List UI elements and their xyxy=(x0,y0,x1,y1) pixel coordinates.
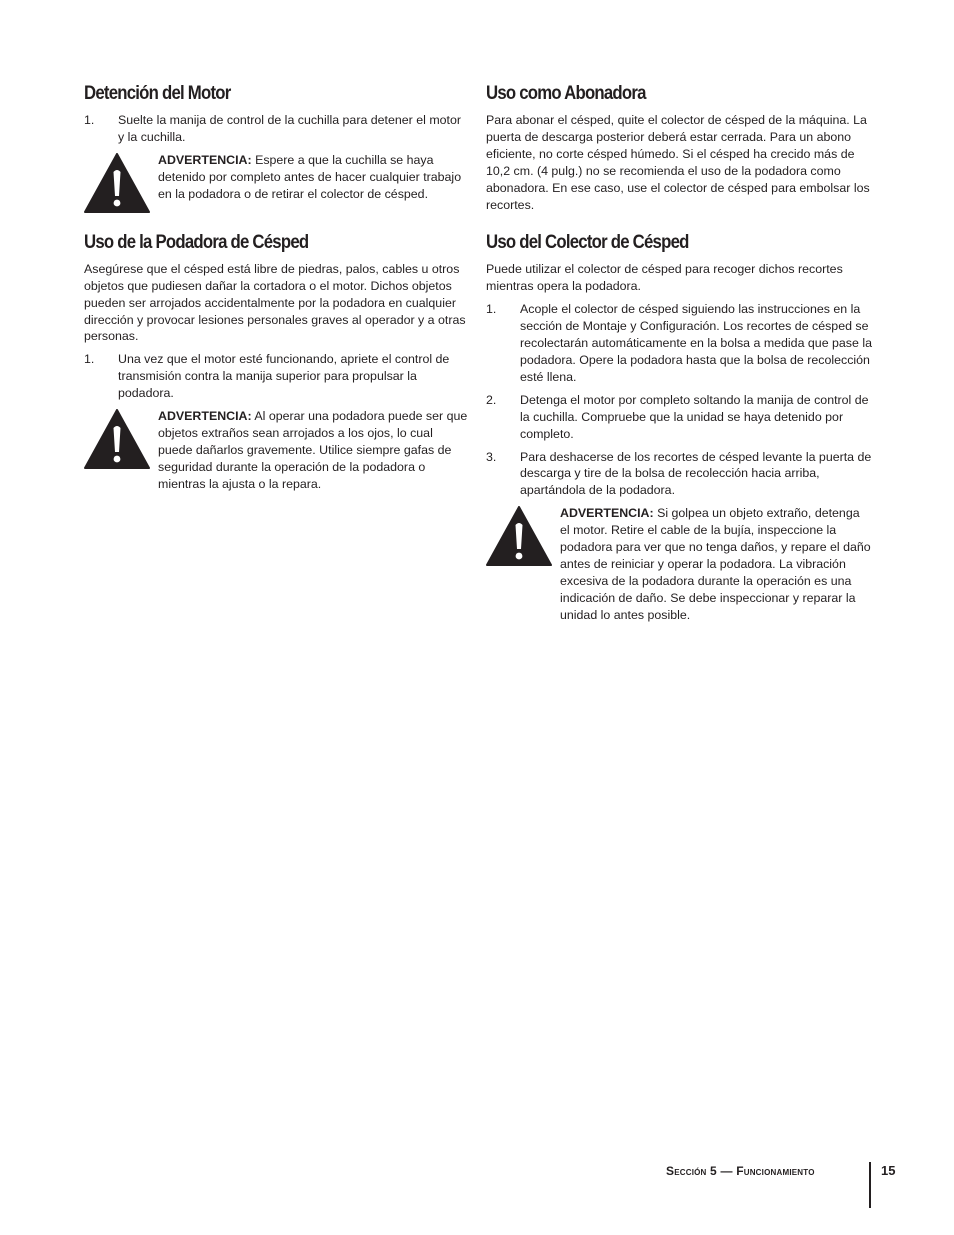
grass-catcher-section xyxy=(486,229,872,623)
mower-use-section xyxy=(84,229,468,493)
warning-triangle-icon xyxy=(486,505,560,623)
warning-triangle-icon xyxy=(84,152,158,213)
warning-text xyxy=(560,505,872,623)
warning-text xyxy=(158,408,468,493)
warning-body: Al operar una podadora puede ser que objetos extraños sean arrojados a los ojos, lo cual puede dañarlos gravemente. Utilice siempre gafas de seguridad durante la operación de la podadora o mientras la ajusta o la repara. xyxy=(158,409,468,491)
item-number: 1. xyxy=(84,113,95,127)
warning-label: ADVERTENCIA: xyxy=(158,409,252,424)
right-column xyxy=(486,80,872,640)
item-text: Detenga el motor por completo soltando la manija de control de la cuchilla. Compruebe que la unidad se haya detenido por completo. xyxy=(520,392,869,441)
left-column xyxy=(84,80,468,509)
stop-engine-heading: Detención del Motor xyxy=(84,82,231,104)
list-item xyxy=(84,351,468,402)
footer-divider xyxy=(869,1162,871,1208)
warning-body: Si golpea un objeto extraño, detenga el motor. Retire el cable de la bujía, inspeccione la podadora para ver que no tenga daños, y repare el daño antes de reiniciar y operar la podadora. La vibración excesiva de la podadora durante la operación es una indicación de daño. Se debe inspeccionar y reparar la unidad lo antes posible. xyxy=(560,506,871,622)
list-item xyxy=(486,449,872,500)
list-item xyxy=(486,301,872,386)
item-text: Una vez que el motor esté funcionando, apriete el control de transmisión contra la manija superior para propulsar la podadora. xyxy=(118,352,450,401)
item-text: Suelte la manija de control de la cuchilla para detener el motor y la cuchilla. xyxy=(118,113,462,144)
grass-catcher-heading: Uso del Colector de Césped xyxy=(486,231,689,254)
mulching-section xyxy=(486,80,872,213)
stop-engine-section xyxy=(84,80,468,213)
item-number: 3. xyxy=(486,449,497,464)
item-text: Para deshacerse de los recortes de césped levante la puerta de descarga y tire de la bolsa de recolección hacia arriba, apartándola de la podadora. xyxy=(520,449,872,498)
warning-block xyxy=(84,152,468,213)
warning-block xyxy=(84,408,468,493)
item-text: Acople el colector de césped siguiendo las instrucciones en la sección de Montaje y Configuración. Los recortes de césped se recolectarán automáticamente en la bolsa a medida que pase la podadora. Opere la podadora hasta que la bolsa de recolección esté llena. xyxy=(520,302,872,384)
mower-use-heading: Uso de la Podadora de Césped xyxy=(84,230,309,253)
mulching-paragraph: Para abonar el césped, quite el colector de césped de la máquina. La puerta de descarga posterior deberá estar cerrada. Para un abono eficiente, no corte césped húmedo. Si el césped ha crecido más de 10,2 cm. (4 pulg.) no se recomienda el uso de la podadora como abonadora. En ese caso, use el colector de césped para embolsar los recortes. xyxy=(486,113,870,212)
list-item xyxy=(486,392,872,443)
warning-body: Espere a que la cuchilla se haya detenido por completo antes de hacer cualquier trabajo en la podadora o de retirar el colector de césped. xyxy=(158,152,462,201)
mower-use-paragraph: Asegúrese que el césped está libre de piedras, palos, cables u otros objetos que pudiesen dañar la cortadora o el motor. Dichos objetos pueden ser arrojados accidentalmente por la podadora en cualquier dirección y provocar lesiones personales graves al operador y a otras personas. xyxy=(84,261,466,344)
item-number: 1. xyxy=(486,302,497,317)
warning-label: ADVERTENCIA: xyxy=(560,506,654,521)
warning-triangle-icon xyxy=(84,408,158,493)
warning-label: ADVERTENCIA: xyxy=(158,152,252,167)
footer-section-label: Sección 5 — Funcionamiento xyxy=(666,1164,815,1178)
mulching-heading: Uso como Abonadora xyxy=(486,82,646,104)
list-item xyxy=(84,112,468,146)
item-number: 1. xyxy=(84,352,95,367)
page-number: 15 xyxy=(881,1163,896,1178)
warning-block xyxy=(486,505,872,623)
warning-text xyxy=(158,152,468,213)
grass-catcher-paragraph: Puede utilizar el colector de césped para recoger dichos recortes mientras opera la podadora. xyxy=(486,262,843,294)
item-number: 2. xyxy=(486,392,497,407)
